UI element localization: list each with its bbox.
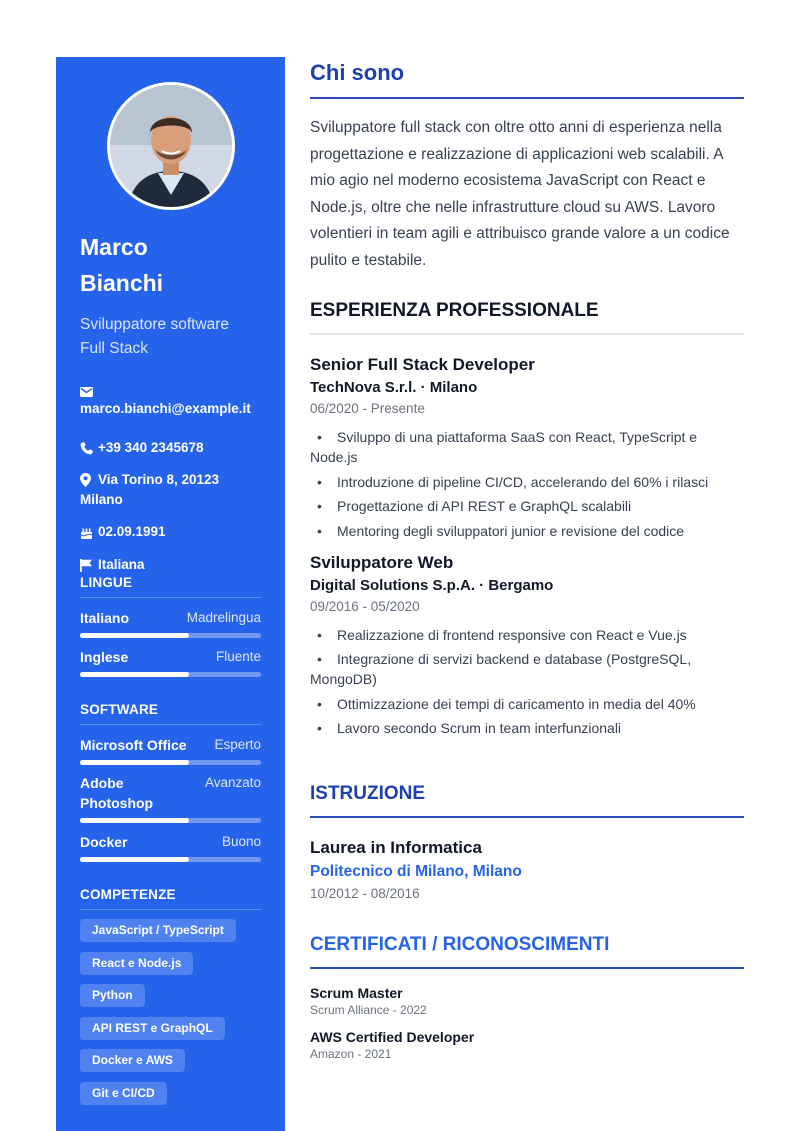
level-bar-fill [80,672,189,677]
skills-title: COMPETENZE [80,887,261,910]
birthdate-text: 02.09.1991 [98,524,166,539]
map-pin-icon [80,473,98,487]
skill-tag: Git e CI/CD [80,1082,167,1105]
about-text: Sviluppatore full stack con oltre otto anni di esperienza nella progettazione e realizzazione di applicazioni web scalabili. A mio agio nel moderno ecosistema JavaScript con React e Node.js, oltre che nelle infrastrutture cloud su AWS. Lavoro volentieri in team agili e attribuisco grande valore a un codice pulito e testabile. [310,119,730,269]
software-item [80,773,261,823]
experience-title: ESPERIENZA PROFESSIONALE [310,300,599,321]
software-name: Adobe Photoshop [80,775,154,811]
job-company: TechNova S.r.l. · Milano [310,379,478,396]
job-role [80,313,260,361]
software-level: Buono [221,834,261,849]
address-line: Via Torino 8, 20123 [98,472,220,487]
certificates-section [310,931,744,1062]
language-item [80,647,261,677]
section-divider [310,97,744,99]
profile-photo [107,82,235,210]
job-dates: 09/2016 - 05/2020 [310,598,420,614]
education-title: ISTRUZIONE [310,783,426,804]
section-divider [310,816,744,818]
section-divider [310,967,744,969]
role-line: Full Stack [80,340,149,357]
contact-email[interactable] [80,387,270,419]
email-text[interactable]: marco.bianchi@example.it [80,401,251,416]
level-bar [80,633,261,638]
job-bullet: • Integrazione di servizi backend e database (PostgreSQL, MongoDB) [310,649,744,689]
certificate-name: Scrum Master [310,985,403,1001]
software-name: Microsoft Office [80,737,187,753]
language-name: Italiano [80,610,130,626]
contact-nationality [80,555,270,575]
profile-photo-portrait [110,85,232,207]
certificate-name: AWS Certified Developer [310,1029,475,1045]
role-line: Sviluppatore software [80,316,230,333]
person-name [80,229,260,301]
skill-tags [80,919,265,1114]
experience-section [310,297,744,743]
contact-address [80,470,270,510]
level-bar-fill [80,818,189,823]
job-bullet: • Sviluppo di una piattaforma SaaS con React, TypeScript e Node.js [310,427,744,467]
language-item [80,608,261,638]
job-entry [310,353,744,541]
software-item [80,735,261,765]
job-bullet: • Realizzazione di frontend responsive con React e Vue.js [310,625,744,645]
job-bullet: • Mentoring degli sviluppatori junior e revisione del codice [310,521,744,541]
last-name: Bianchi [80,270,164,296]
certificate-item [310,1028,744,1062]
first-name: Marco [80,234,148,260]
address-line: Milano [80,492,123,507]
sidebar [56,57,285,1131]
job-bullet: • Ottimizzazione dei tempi di caricamento in media del 40% [310,694,744,714]
about-title: Chi sono [310,60,405,85]
level-bar-fill [80,760,189,765]
job-dates: 06/2020 - Presente [310,401,425,416]
skill-tag: API REST e GraphQL [80,1017,225,1040]
languages-title: LINGUE [80,575,261,598]
software-item [80,832,261,862]
about-section [310,57,744,274]
language-level: Fluente [215,649,261,664]
job-bullets [310,427,744,541]
language-level: Madrelingua [186,610,261,625]
job-bullet: • Introduzione di pipeline CI/CD, accelerando del 60% i rilasci [310,472,744,492]
flag-icon [80,559,98,572]
software-level: Esperto [214,737,261,752]
software-title: SOFTWARE [80,702,261,725]
envelope-icon [80,387,270,397]
birthday-cake-icon [80,526,98,539]
skill-tag: JavaScript / TypeScript [80,919,236,942]
contact-phone[interactable] [80,438,270,458]
skill-tag: Docker e AWS [80,1049,185,1072]
level-bar [80,857,261,862]
level-bar [80,672,261,677]
software-name: Docker [80,834,128,850]
level-bar-fill [80,857,189,862]
certificates-title: CERTIFICATI / RICONOSCIMENTI [310,934,610,955]
level-bar [80,818,261,823]
software-level: Avanzato [204,775,261,790]
certificate-meta: Scrum Alliance - 2022 [310,1003,427,1017]
degree-title: Laurea in Informatica [310,838,482,857]
level-bar-fill [80,633,189,638]
nationality-text: Italiana [98,557,145,572]
certificate-meta: Amazon - 2021 [310,1047,392,1061]
job-bullets [310,625,744,739]
education-section [310,780,744,904]
level-bar [80,760,261,765]
job-bullet: • Lavoro secondo Scrum in team interfunzionali [310,718,744,738]
job-bullet: • Progettazione di API REST e GraphQL scalabili [310,496,744,516]
section-divider [310,333,744,335]
skill-tag: React e Node.js [80,952,193,975]
job-entry [310,551,744,739]
job-title: Sviluppatore Web [310,552,454,572]
contact-birthdate [80,522,270,542]
school-name: Politecnico di Milano, Milano [310,863,522,880]
education-dates: 10/2012 - 08/2016 [310,886,420,901]
phone-icon [80,442,98,455]
job-company: Digital Solutions S.p.A. · Bergamo [310,576,554,594]
language-name: Inglese [80,649,129,665]
skill-tag: Python [80,984,145,1007]
phone-text[interactable]: +39 340 2345678 [98,440,204,455]
certificate-item [310,984,744,1018]
job-title: Senior Full Stack Developer [310,355,535,374]
